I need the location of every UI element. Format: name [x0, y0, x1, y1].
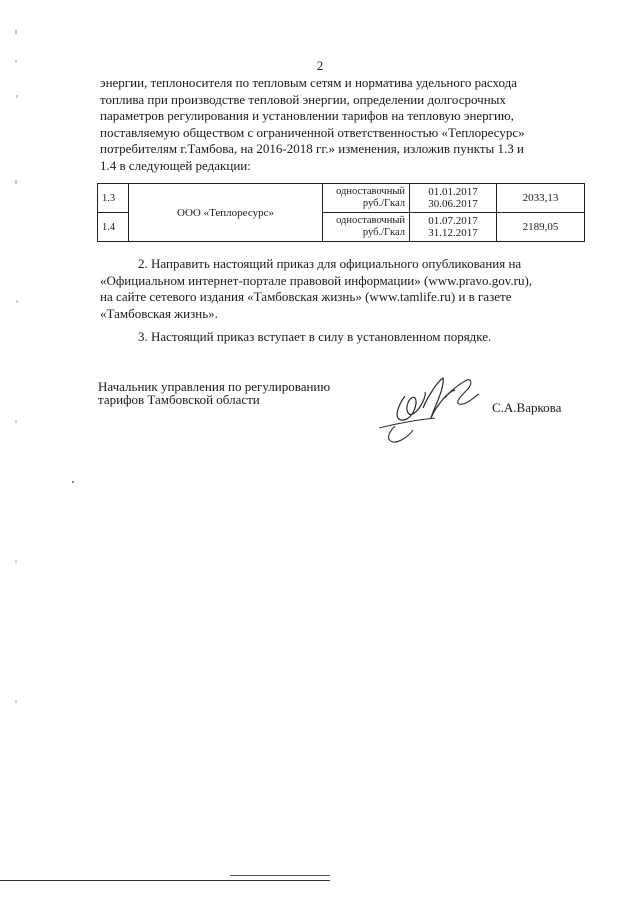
table-row: [98, 184, 585, 213]
tariff-unit-cell: [323, 213, 410, 242]
signer-name: С.А.Варкова: [492, 400, 562, 415]
scan-margin-marks: [0, 0, 30, 905]
handwritten-signature: [375, 368, 485, 448]
period-cell: [410, 213, 497, 242]
signer-position: [98, 380, 330, 406]
period-start: 01.07.2017: [428, 215, 478, 227]
tariff-type: одноставочный: [336, 186, 405, 197]
scan-line: [0, 880, 330, 881]
tariff-type: одноставочный: [336, 215, 405, 226]
period-end: 30.06.2017: [428, 198, 478, 210]
item2-line: «Тамбовская жизнь».: [100, 305, 218, 321]
period-start: 01.01.2017: [428, 186, 478, 198]
tariff-value: 2189,05: [497, 213, 585, 242]
tariff-value: 2033,13: [497, 184, 585, 213]
scan-line: [230, 875, 330, 876]
item2-line: на сайте сетевого издания «Тамбовская жизнь» (www.tamlife.ru) и в газете: [100, 289, 512, 304]
row-number: 1.3: [98, 184, 129, 213]
row-number: 1.4: [98, 213, 129, 242]
intro-line: энергии, теплоносителя по тепловым сетям и норматива удельного расхода: [100, 75, 517, 90]
organization-cell: ООО «Теплоресурс»: [129, 184, 323, 242]
signer-position-line: Начальник управления по регулированию: [98, 379, 331, 394]
tariff-unit: руб./Гкал: [362, 198, 405, 209]
scan-speck: [72, 481, 74, 483]
period-end: 31.12.2017: [428, 227, 478, 239]
tariff-unit: руб./Гкал: [362, 227, 405, 238]
intro-line: 1.4 в следующей редакции:: [100, 157, 251, 173]
item3-text: 3. Настоящий приказ вступает в силу в установленном порядке.: [138, 329, 492, 344]
page-number: 2: [316, 58, 324, 73]
intro-paragraph: [100, 75, 588, 174]
item2-line: «Официальном интернет-портале правовой информации» (www.pravo.gov.ru),: [100, 272, 533, 288]
intro-line: потребителям г.Тамбова, на 2016-2018 гг.» изменения, изложив пункты 1.3 и: [100, 141, 524, 156]
order-items: [100, 256, 588, 346]
tariff-unit-cell: [323, 184, 410, 213]
intro-line: топлива при производстве тепловой энергии, определении долгосрочных: [100, 91, 506, 107]
item2-line: 2. Направить настоящий приказ для официального опубликования на: [138, 256, 522, 271]
signer-position-line: тарифов Тамбовской области: [98, 392, 260, 407]
period-cell: [410, 184, 497, 213]
intro-line: поставляемую обществом с ограниченной ответственностью «Теплоресурс»: [100, 124, 525, 140]
intro-line: параметров регулирования и установлении тарифов на тепловую энергию,: [100, 108, 514, 123]
tariff-table: [97, 183, 585, 242]
